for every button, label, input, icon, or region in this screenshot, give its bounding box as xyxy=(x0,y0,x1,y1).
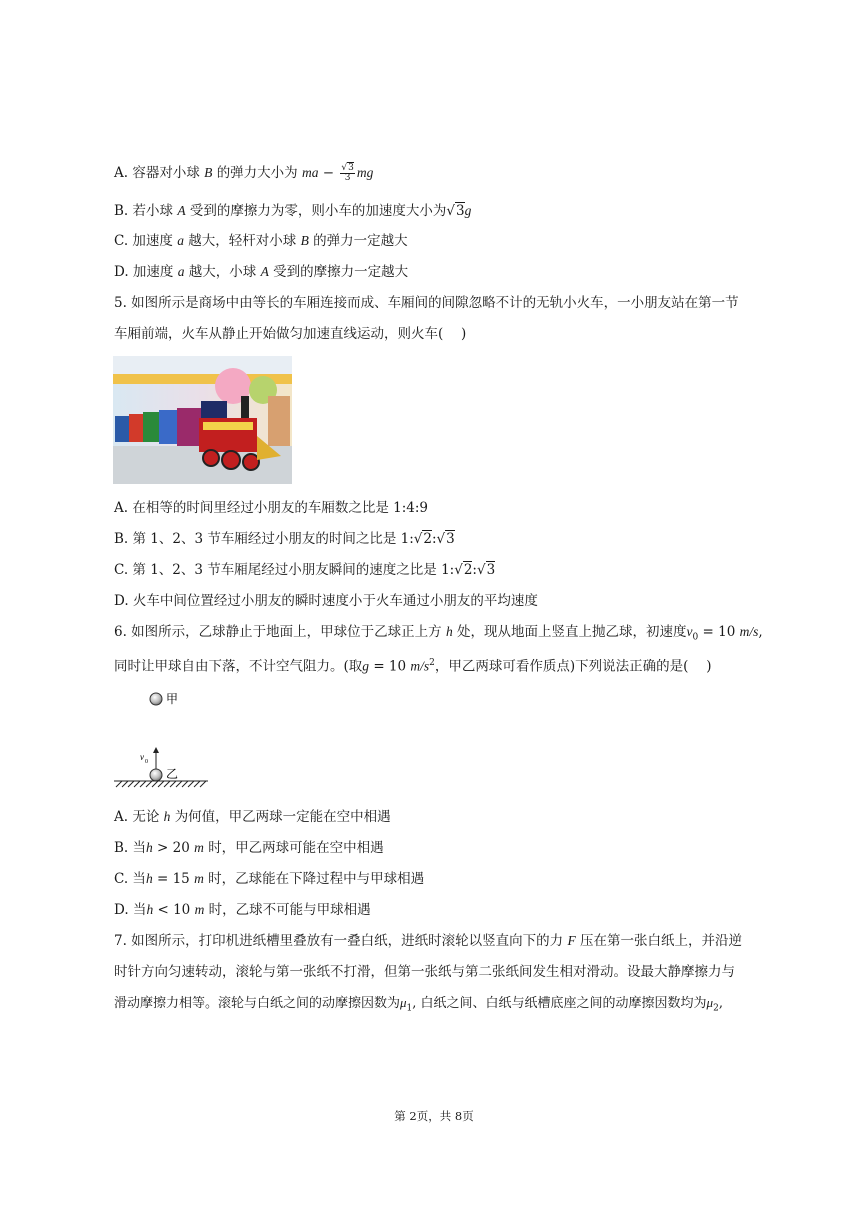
q6-option-a: A. 无论 h 为何值，甲乙两球一定能在空中相遇 xyxy=(114,809,391,825)
q7-stem-line1: 7. 如图所示，打印机进纸槽里叠放有一叠白纸，进纸时滚轮以竖直向下的力 F 压在第一张白纸上，并沿逆 xyxy=(114,933,743,949)
q4-option-a: A. 容器对小球 B 的弹力大小为 ma − $\frac{√3}{3}$ mg xyxy=(114,163,374,183)
q5-option-d: D. 火车中间位置经过小朋友的瞬时速度小于火车通过小朋友的平均速度 xyxy=(114,593,538,609)
q4-option-b: B. 若小球 A 受到的摩擦力为零，则小车的加速度大小为√3g xyxy=(114,203,472,219)
q5-stem-line1: 5. 如图所示是商场中由等长的车厢连接而成、车厢间的间隙忽略不计的无轨小火车，一小朋友站在第一节 xyxy=(114,295,739,311)
two-balls-diagram xyxy=(108,683,218,793)
train-photo xyxy=(113,356,292,484)
label-v0: v xyxy=(140,752,144,762)
q4-option-d: D. 加速度 a 越大，小球 A 受到的摩擦力一定越大 xyxy=(114,264,409,280)
q5-stem-line2: 车厢前端，火车从静止开始做匀加速直线运动，则火车( ) xyxy=(114,326,467,342)
q6-option-b: B. 当h > 20 m 时，甲乙两球可能在空中相遇 xyxy=(114,840,384,856)
q6-stem-line2: 同时让甲球自由下落，不计空气阻力。(取g = 10 $m/s^2$，甲乙两球可看作质点)下列说法正确的是( ) xyxy=(114,658,712,675)
q6-option-d: D. 当h < 10 m 时，乙球不可能与甲球相遇 xyxy=(114,902,371,918)
q6-stem-line1: 6. 如图所示，乙球静止于地面上，甲球位于乙球正上方 h 处，现从地面上竖直上抛乙球，初速度$v_0 = 10$ m/s, xyxy=(114,624,763,643)
label-yi: 乙 xyxy=(166,767,179,781)
q7-stem-line3: 滑动摩擦力相等。滚轮与白纸之间的动摩擦因数为$\mu_1$, 白纸之间、白纸与纸槽底座之间的动摩擦因数均为$\mu_2$, xyxy=(114,995,723,1014)
page-footer: 第 2页，共 8页 xyxy=(394,1109,474,1123)
q5-option-b: B. 第 1、2、3 节车厢经过小朋友的时间之比是 1:√2:√3 xyxy=(114,531,455,547)
q7-stem-line2: 时针方向匀速转动，滚轮与第一张纸不打滑，但第一张纸与第二张纸间发生相对滑动。设最大静摩擦力与 xyxy=(114,964,735,980)
label-jia: 甲 xyxy=(166,692,179,706)
ball-yi xyxy=(150,769,162,781)
q4-option-c: C. 加速度 a 越大，轻杆对小球 B 的弹力一定越大 xyxy=(114,233,408,249)
label-v0-sub: 0 xyxy=(145,759,148,765)
q5-option-a: A. 在相等的时间里经过小朋友的车厢数之比是 1:4:9 xyxy=(114,500,428,516)
q5-option-c: C. 第 1、2、3 节车厢尾经过小朋友瞬间的速度之比是 1:√2:√3 xyxy=(114,562,496,578)
q6-option-c: C. 当h = 15 m 时，乙球能在下降过程中与甲球相遇 xyxy=(114,871,425,887)
ball-jia xyxy=(150,693,162,705)
fraction: $\frac{√3}{3}$ xyxy=(341,163,354,183)
